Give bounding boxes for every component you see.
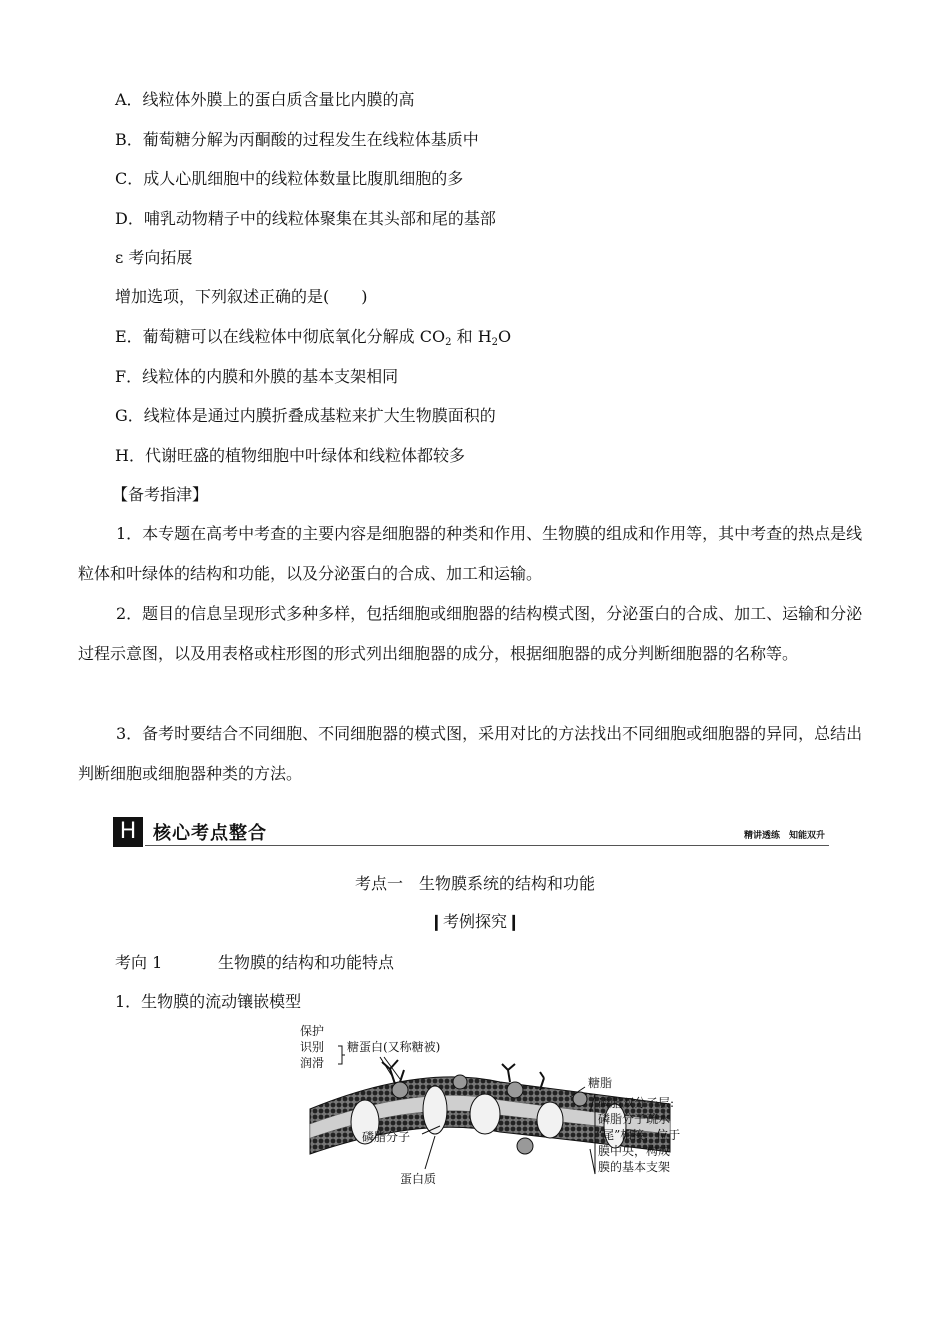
protein-2 — [423, 1086, 447, 1134]
option-e-mid: 和 H — [451, 327, 492, 346]
protein-3 — [470, 1094, 500, 1134]
option-a: A．线粒体外膜上的蛋白质含量比内膜的高 — [115, 90, 415, 109]
extension-heading: ɛ 考向拓展 — [115, 248, 193, 267]
kaoxiang-title: 生物膜的结构和功能特点 — [218, 953, 395, 972]
label-bilayer-3: “尾”相接，位于 — [596, 1128, 681, 1142]
label-glycoprotein: 糖蛋白(又称糖被) — [347, 1040, 441, 1054]
surface-protein-2 — [453, 1075, 467, 1089]
label-bilayer-4: 膜中央，构成 — [598, 1144, 671, 1158]
label-phospholipid: 磷脂分子 — [362, 1130, 411, 1144]
banner-letter: H — [113, 817, 143, 847]
option-e — [115, 326, 511, 354]
guide-paragraph-3: 3．备考时要结合不同细胞、不同细胞器的模式图，采用对比的方法找出不同细胞或细胞器的异同，总结出判断细胞或细胞器种类的方法。 — [78, 724, 863, 783]
glyco-chain-2 — [502, 1064, 515, 1082]
bottom-protein-1 — [517, 1138, 533, 1154]
kaoxiang-label: 考向 1 — [115, 953, 163, 972]
label-bilayer-5: 膜的基本支架 — [598, 1160, 671, 1174]
kaodian-title: 考点一 生物膜系统的结构和功能 — [354, 874, 595, 893]
section-banner — [113, 817, 829, 847]
label-func3: 润滑 — [300, 1056, 325, 1070]
option-b: B．葡萄糖分解为丙酮酸的过程发生在线粒体基质中 — [115, 130, 479, 149]
label-func2: 识别 — [300, 1040, 325, 1054]
label-func1: 保护 — [300, 1024, 325, 1038]
kaoli-heading: ❙考例探究❙ — [429, 912, 521, 931]
func-bracket — [338, 1046, 345, 1064]
option-e-suffix: O — [498, 327, 512, 346]
label-bilayer-2: 磷脂分子疏水 — [598, 1112, 671, 1126]
guide-heading: 【备考指津】 — [112, 485, 209, 504]
surface-protein-1 — [392, 1082, 408, 1098]
option-e-sub1: 2 — [445, 337, 452, 348]
item-1: 1．生物膜的流动镶嵌模型 — [115, 992, 302, 1011]
option-g: G．线粒体是通过内膜折叠成基粒来扩大生物膜面积的 — [115, 406, 496, 425]
label-bilayer-1: 磷脂双分子层: — [598, 1096, 675, 1110]
protein-pointer — [425, 1136, 435, 1169]
label-glycolipid: 糖脂 — [588, 1076, 613, 1090]
option-f: F．线粒体的内膜和外膜的基本支架相同 — [115, 367, 399, 386]
banner-tag: 精讲透练 知能双升 — [743, 831, 825, 841]
banner-rule — [145, 845, 829, 846]
option-e-sub2: 2 — [491, 337, 499, 348]
option-d: D．哺乳动物精子中的线粒体聚集在其头部和尾的基部 — [115, 209, 496, 228]
extension-question: 增加选项，下列叙述正确的是( ) — [115, 287, 368, 306]
option-e-prefix: E．葡萄糖可以在线粒体中彻底氧化分解成 CO — [115, 327, 446, 346]
glycoprotein-chain — [382, 1060, 404, 1084]
guide-paragraph-2: 2．题目的信息呈现形式多种多样，包括细胞或细胞器的结构模式图，分泌蛋白的合成、加工、运输和分泌过程示意图，以及用表格或柱形图的形式列出细胞器的成分，根据细胞器的成分判断细胞器的名称等。 — [78, 604, 863, 663]
surface-protein-3 — [507, 1082, 523, 1098]
option-c: C．成人心肌细胞中的线粒体数量比腹肌细胞的多 — [115, 169, 464, 188]
banner-title: 核心考点整合 — [153, 823, 267, 844]
membrane-figure — [300, 1024, 700, 1194]
option-h: H．代谢旺盛的植物细胞中叶绿体和线粒体都较多 — [115, 446, 465, 465]
protein-4 — [537, 1102, 563, 1138]
label-protein: 蛋白质 — [400, 1172, 437, 1186]
guide-paragraph-1: 1．本专题在高考中考查的主要内容是细胞器的种类和作用、生物膜的组成和作用等，其中考查的热点是线粒体和叶绿体的结构和功能，以及分泌蛋白的合成、加工和运输。 — [78, 524, 863, 583]
